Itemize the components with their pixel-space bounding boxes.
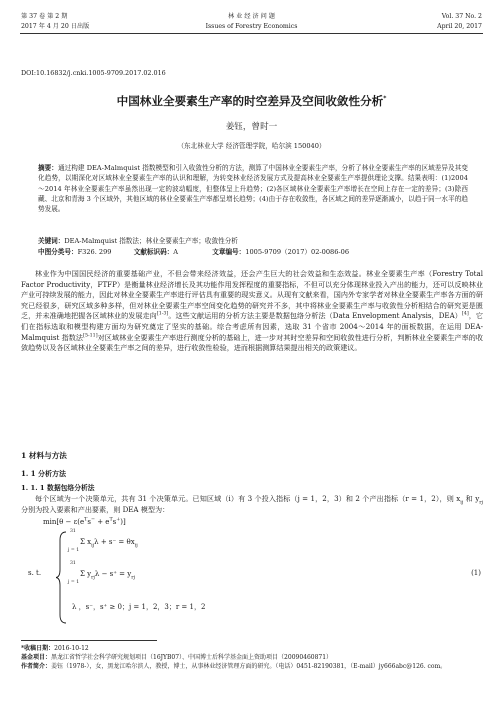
keywords-label: 关键词： [38, 237, 65, 245]
footnote-author: 作者简介：姜钰（1978-），女，黑龙江哈尔滨人，教授，博士，从事林业经济管理方面的研究。（电话）0451-82190381，（E-mail）jy666abc@126. com。 [21, 663, 447, 670]
abstract-text: 通过构建 DEA-Malmquist 指数模型和引入收敛性分析的方法，测算了中国林业全要素生产率，分析了林业全要素生产率的区域差异及其变化趋势，以期深化对区域林业全要素生产率的认识和理解，为转变林业经济发展方式及提高林业全要素生产率提供理论支撑。结果表明：(1)2004～2014 年林业全要素生产率虽然出现一定的波动幅度，但整体呈上升趋势；(2)各区域林业全要素生产率增长在空间上存在一定的差异；(3)除西藏、北京和青海 3 个区域外，其他区域的林业全要素生产率都呈增长趋势；(4)由于存在收敛性，各区域之间的差异逐渐减小，以趋于同一水平的趋势发展。 [38, 164, 468, 214]
method-text-3: 分别为投入要素和产出要素，则 DEA 模型为： [21, 504, 170, 514]
clc-label: 中图分类号： [38, 248, 78, 256]
equation-brace [56, 530, 68, 625]
header-volume-en: Vol. 37 No. 2 [441, 13, 482, 20]
paper-title-text: 中国林业全要素生产率的时空差异及空间收敛性分析 [116, 94, 384, 108]
header-date-en: April 20, 2017 [437, 23, 482, 30]
footnote-rule [21, 640, 157, 641]
footnote-fund: 基金项目：黑龙江省哲学社会科学研究规划项目（16JYB07）、中国博士后科学基金面上资助项目（20090460871） [21, 654, 333, 661]
abstract-label: 摘要： [38, 164, 58, 172]
intro-text-3: ，它们在指标选取和模型构建方面均为研究奠定了坚实的基础。综合考虑所有因素，选取 31 个省市 2004～2014 年的面板数据，在运用 DEA-Malmquist 指数法 [21, 311, 484, 342]
equation-st-label: s. t. [28, 569, 42, 577]
header-date: 2017 年 4 月 20 日出版 [21, 23, 90, 30]
sum2-top: 31 [70, 561, 76, 566]
keywords [38, 236, 238, 246]
header-rule [20, 33, 483, 34]
header-volume: 第 37 卷 第 2 期 [21, 13, 68, 20]
method-paragraph [21, 494, 483, 515]
section-1-heading: 1 材料与方法 [21, 451, 67, 460]
method-sub-1: ij [460, 500, 464, 506]
header-journal-cn: 林 业 经 济 问 题 [228, 13, 275, 20]
classification-line [38, 247, 468, 257]
authors: 姜钰，曾时一 [225, 122, 278, 132]
footnote [21, 644, 483, 671]
doc-code-label: 文献标识码： [133, 248, 174, 256]
intro-text-1: 林业作为中国国民经济的重要基础产业，不但会带来经济效益，还会产生巨大的社会效益和生态效益。林业全要素生产率（Forestry Total Factor Productivity，FTFP）是衡量林业经济增长及其功能作用发挥程度的重要指标，不但可以充分体现林业投入产出的能力，还可以反映林业产业可持续发展的能力，因此对林业全要素生产率进行评估具有重要的现实意义。从现有文献来看，国内外专家学者对林业全要素生产率各方面的研究已经很多，研究区域多种多样，但对林业全要素生产率空间变化趋势的研究并不多，其中将林业全要素生产率与收敛性分析相结合的研究更是匮乏，并未准确地把握各区域林业的发展走向 [21, 269, 483, 321]
intro-cite-2: [4] [461, 312, 469, 318]
clc-value: F326. 299 [77, 248, 112, 256]
abstract [38, 163, 468, 214]
equation-row-1-lhs: Σ $x_{ij}\lambda + s^- = \theta x_{ij}$ [80, 538, 138, 549]
method-text-2: 和 y [463, 494, 480, 503]
intro-cite-1: [1-3] [156, 312, 169, 318]
intro-text-4: 对区域林业全要素生产率进行测度分析的基础上，进一步对其时空差异和空间收敛性进行分析，判断林业全要素生产率的收敛趋势以及各区域林业全要素生产率之间的差异，进行收敛性检验，进而根据测算结果提出相关的政策建议。 [21, 332, 483, 353]
section-1-1-heading: 1. 1 分析方法 [21, 469, 67, 478]
intro-text-2: 。这些文献运用的分析方法主要是数据包络分析法（Data Envelopment Analysis，DEA） [168, 311, 462, 321]
article-no-label: 文章编号： [212, 248, 246, 256]
equation-objective-text: min[θ − ε(e [43, 518, 85, 526]
method-text-1: 每个区域为一个决策单元，共有 31 个决策单元。已知区域（i）有 3 个投入指标（j = 1，2，3）和 2 个产出指标（r = 1，2），则 x [35, 494, 461, 503]
affiliation: （东北林业大学 经济管理学院，哈尔滨 150040） [177, 142, 326, 150]
keywords-text: DEA-Malmquist 指数法；林业全要素生产率；收敛性分析 [64, 237, 238, 245]
title-footnote-mark: * [383, 95, 387, 103]
equation-row-2-lhs: Σ $y_{rj}\lambda - s^+ = y_{rj}$ [80, 570, 136, 581]
method-sub-2: rj [479, 500, 483, 506]
intro-paragraph [21, 269, 483, 354]
sum2-bottom: j = 1 [68, 580, 80, 585]
footnote-received: *收稿日期：2016-10-12 [21, 645, 89, 652]
section-1-1-1-heading: 1. 1. 1 数据包络分析法 [21, 484, 95, 492]
doi: DOI:10.16832/j.cnki.1005-9709.2017.02.016 [21, 69, 166, 77]
header-journal-en: Issues of Forestry Economics [205, 23, 298, 30]
sum1-top: 31 [70, 529, 76, 534]
sum1-bottom: j = 1 [68, 548, 80, 553]
intro-cite-3: [5-11] [83, 333, 98, 339]
doc-code-value: A [173, 248, 179, 256]
equation-row-3: λ ，s⁻，s⁺ ≥ 0；j = 1，2，3；r = 1，2 [72, 603, 206, 611]
equation-number: (1) [471, 569, 481, 577]
article-no-value: 1005-9709（2017）02-0086-06 [245, 248, 350, 256]
equation-objective: $\min[\theta - \varepsilon(e^Ts^- + e^Ts^+)]$ [43, 517, 126, 526]
paper-title [0, 93, 503, 109]
